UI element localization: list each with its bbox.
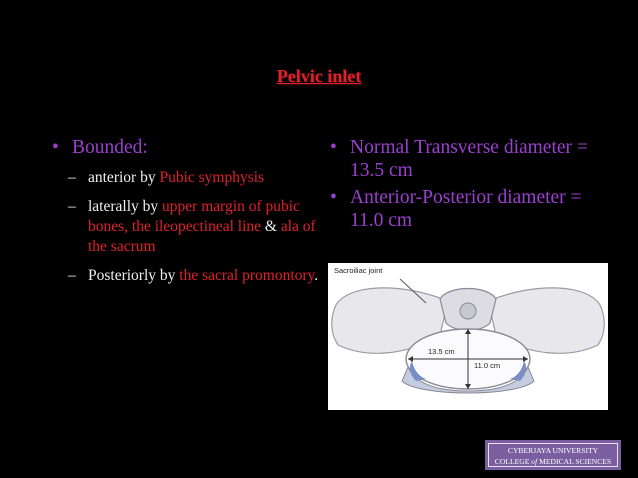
college-logo: [485, 440, 621, 470]
bullet-dot: •: [330, 137, 337, 158]
right-column: [330, 136, 590, 236]
logo-line-2a: COLLEGE: [494, 457, 532, 466]
bullet-dot: •: [52, 137, 59, 158]
pelvis-illustration: [328, 263, 608, 410]
sub-dash: –: [68, 267, 76, 284]
bullet-dot: •: [330, 187, 337, 208]
anterior-highlight: Pubic symphysis: [159, 169, 265, 186]
logo-line-1: CYBERJAYA UNIVERSITY: [507, 446, 599, 455]
sub-dash: –: [68, 198, 76, 215]
logo-line-2c: MEDICAL SCIENCES: [537, 457, 612, 466]
figure-label: Sacroiliac joint: [334, 266, 383, 275]
ap-label: 11.0 cm: [474, 361, 501, 370]
sub-lateral: [52, 197, 322, 257]
sub-posterior: [52, 266, 322, 286]
lateral-prefix: laterally by: [88, 198, 163, 215]
posterior-prefix: Posteriorly by: [88, 267, 180, 284]
sub-dash: –: [68, 169, 76, 186]
bounded-text: Bounded:: [72, 137, 148, 158]
logo-line-2b: of: [531, 457, 538, 466]
logo-line-2: [489, 456, 617, 467]
lateral-highlight-1: upper margin of pubic bones, the ileopectineal line: [88, 198, 300, 235]
lateral-highlight-2: ala of the sacrum: [88, 218, 316, 255]
ap-text: Anterior-Posterior diameter = 11.0 cm: [350, 187, 582, 231]
sub-anterior: [52, 168, 322, 188]
bullet-transverse: [330, 136, 590, 182]
logo-frame: [488, 443, 618, 467]
posterior-highlight: the sacral promontory: [179, 267, 315, 284]
bullet-bounded: [52, 136, 322, 159]
left-column: [52, 136, 322, 286]
transverse-label: 13.5 cm: [428, 347, 455, 356]
transverse-text: Normal Transverse diameter = 13.5 cm: [350, 137, 588, 181]
sacral-vertebra: [460, 303, 476, 319]
anterior-prefix: anterior by: [88, 169, 160, 186]
bullet-ap: [330, 186, 590, 232]
pelvis-diagram: [328, 263, 608, 410]
posterior-suffix: .: [314, 267, 319, 284]
slide-title: Pelvic inlet: [276, 66, 362, 86]
lateral-mid: &: [261, 218, 281, 235]
